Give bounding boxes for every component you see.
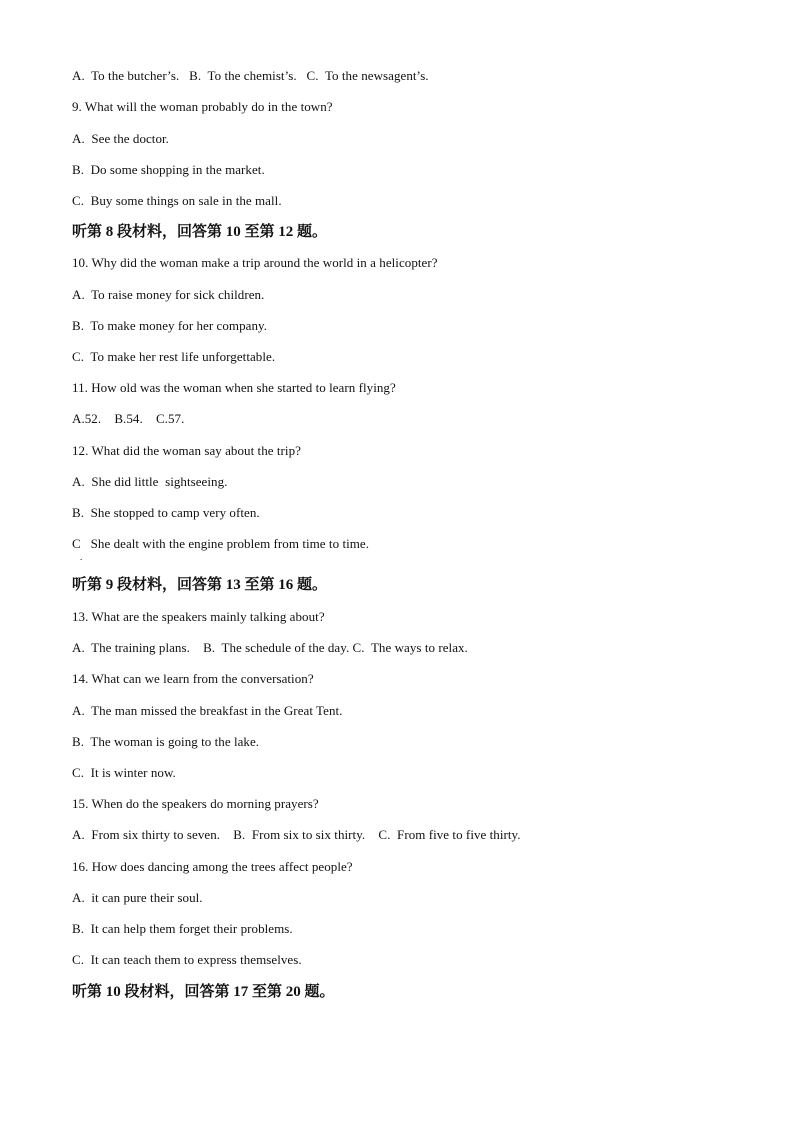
- option-line: A. See the doctor.: [72, 131, 169, 146]
- option-line: C She dealt with the engine problem from time to time.: [72, 536, 370, 551]
- section-heading: 听第 8 段材料，回答第 10 至第 12 题。: [72, 224, 328, 240]
- section-heading: 听第 10 段材料，回答第 17 至第 20 题。: [72, 984, 335, 1000]
- question-line: 11. How old was the woman when she started to learn flying?: [72, 380, 396, 395]
- option-line: A. From six thirty to seven. B. From six to six thirty. C. From five to five thirty.: [72, 827, 521, 842]
- option-line: C. It is winter now.: [72, 765, 176, 780]
- option-line: B. The woman is going to the lake.: [72, 734, 260, 749]
- section-heading: 听第 9 段材料，回答第 13 至第 16 题。: [72, 577, 328, 593]
- option-line: B. To make money for her company.: [72, 318, 268, 333]
- stray-dot: .: [80, 552, 83, 562]
- option-line: A.52. B.54. C.57.: [72, 411, 185, 426]
- option-line: B. Do some shopping in the market.: [72, 162, 265, 177]
- question-line: 13. What are the speakers mainly talking about?: [72, 609, 325, 624]
- option-line: B. It can help them forget their problems.: [72, 921, 293, 936]
- question-line: 10. Why did the woman make a trip around the world in a helicopter?: [72, 255, 438, 270]
- option-line: A. She did little sightseeing.: [72, 474, 228, 489]
- option-line: C. Buy some things on sale in the mall.: [72, 193, 282, 208]
- option-line: A. The man missed the breakfast in the Great Tent.: [72, 703, 343, 718]
- question-line: 14. What can we learn from the conversation?: [72, 671, 314, 686]
- option-line: A. To the butcher’s. B. To the chemist’s. C. To the newsagent’s.: [72, 68, 429, 83]
- option-line: A. The training plans. B. The schedule of the day. C. The ways to relax.: [72, 640, 468, 655]
- option-line: C. It can teach them to express themselves.: [72, 952, 302, 967]
- option-line: A. it can pure their soul.: [72, 890, 203, 905]
- question-line: 15. When do the speakers do morning prayers?: [72, 796, 319, 811]
- question-line: 16. How does dancing among the trees affect people?: [72, 859, 353, 874]
- option-line: A. To raise money for sick children.: [72, 287, 265, 302]
- option-line: C. To make her rest life unforgettable.: [72, 349, 276, 364]
- question-line: 9. What will the woman probably do in the town?: [72, 99, 333, 114]
- question-line: 12. What did the woman say about the trip?: [72, 443, 301, 458]
- option-line: B. She stopped to camp very often.: [72, 505, 260, 520]
